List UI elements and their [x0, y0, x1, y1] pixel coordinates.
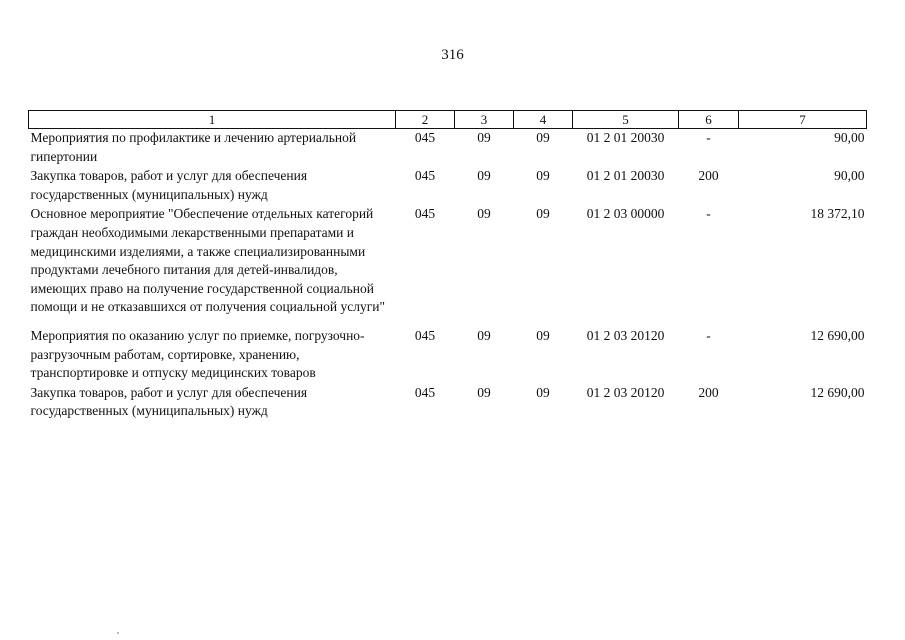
row-section-code: 09	[477, 327, 491, 343]
column-header-6: 6	[679, 111, 739, 129]
row-expense-type: -	[706, 327, 711, 343]
row-ministry-code: 045	[414, 168, 436, 184]
row-subsection-code: 09	[536, 168, 550, 184]
row-name: Закупка товаров, работ и услуг для обеспечения государственных (муниципальных) нужд	[30, 168, 308, 202]
row-expense-type: -	[706, 130, 711, 145]
budget-table	[28, 110, 867, 421]
row-target-article: 01 2 03 00000	[586, 206, 665, 222]
column-header-2: 2	[396, 111, 455, 129]
row-expense-type: 200	[698, 168, 719, 184]
row-expense-type: -	[706, 206, 711, 222]
table-row	[29, 327, 867, 384]
row-target-article: 01 2 03 20120	[586, 384, 665, 400]
row-amount: 90,00	[834, 130, 865, 145]
column-header-7: 7	[739, 111, 867, 129]
column-header-3: 3	[455, 111, 514, 129]
row-ministry-code: 045	[414, 130, 436, 145]
row-section-code: 09	[477, 384, 491, 400]
row-expense-type: 200	[698, 384, 719, 400]
row-amount: 18 372,10	[810, 206, 865, 222]
row-ministry-code: 045	[414, 206, 436, 222]
row-name: Основное мероприятие "Обеспечение отдельных категорий граждан необходимыми лекарственными препаратами и медицинскими изделиями, а также специализированными продуктами лечебного питания для детей-инвалидов, имеющих право на получение государственной социальной помощи и не отказавшихся от получения социальной услуги"	[30, 206, 385, 315]
row-subsection-code: 09	[536, 206, 550, 222]
scan-speck	[117, 632, 119, 634]
row-section-code: 09	[477, 168, 491, 184]
table-row	[29, 384, 867, 421]
row-name: Мероприятия по оказанию услуг по приемке, погрузочно-разгрузочным работам, сортировке, хранению, транспортировке и отпуску медицинских товаров	[30, 327, 365, 381]
row-section-code: 09	[477, 206, 491, 222]
row-target-article: 01 2 03 20120	[586, 327, 665, 343]
row-ministry-code: 045	[414, 384, 436, 400]
table-row	[29, 205, 867, 327]
row-subsection-code: 09	[536, 384, 550, 400]
row-target-article: 01 2 01 20030	[586, 168, 665, 184]
row-ministry-code: 045	[414, 327, 436, 343]
table-header-row	[29, 111, 867, 129]
row-subsection-code: 09	[536, 327, 550, 343]
row-name: Мероприятия по профилактике и лечению артериальной гипертонии	[30, 130, 357, 164]
column-header-4: 4	[514, 111, 573, 129]
table-row	[29, 167, 867, 205]
row-section-code: 09	[477, 130, 491, 145]
row-amount: 12 690,00	[810, 384, 865, 400]
row-name: Закупка товаров, работ и услуг для обеспечения государственных (муниципальных) нужд	[30, 384, 308, 419]
page-number: 316	[441, 47, 464, 63]
row-subsection-code: 09	[536, 130, 550, 145]
column-header-5: 5	[573, 111, 679, 129]
table-row	[29, 129, 867, 168]
row-amount: 90,00	[834, 168, 865, 184]
column-header-1: 1	[29, 111, 396, 129]
row-amount: 12 690,00	[810, 327, 865, 343]
row-target-article: 01 2 01 20030	[586, 130, 665, 145]
